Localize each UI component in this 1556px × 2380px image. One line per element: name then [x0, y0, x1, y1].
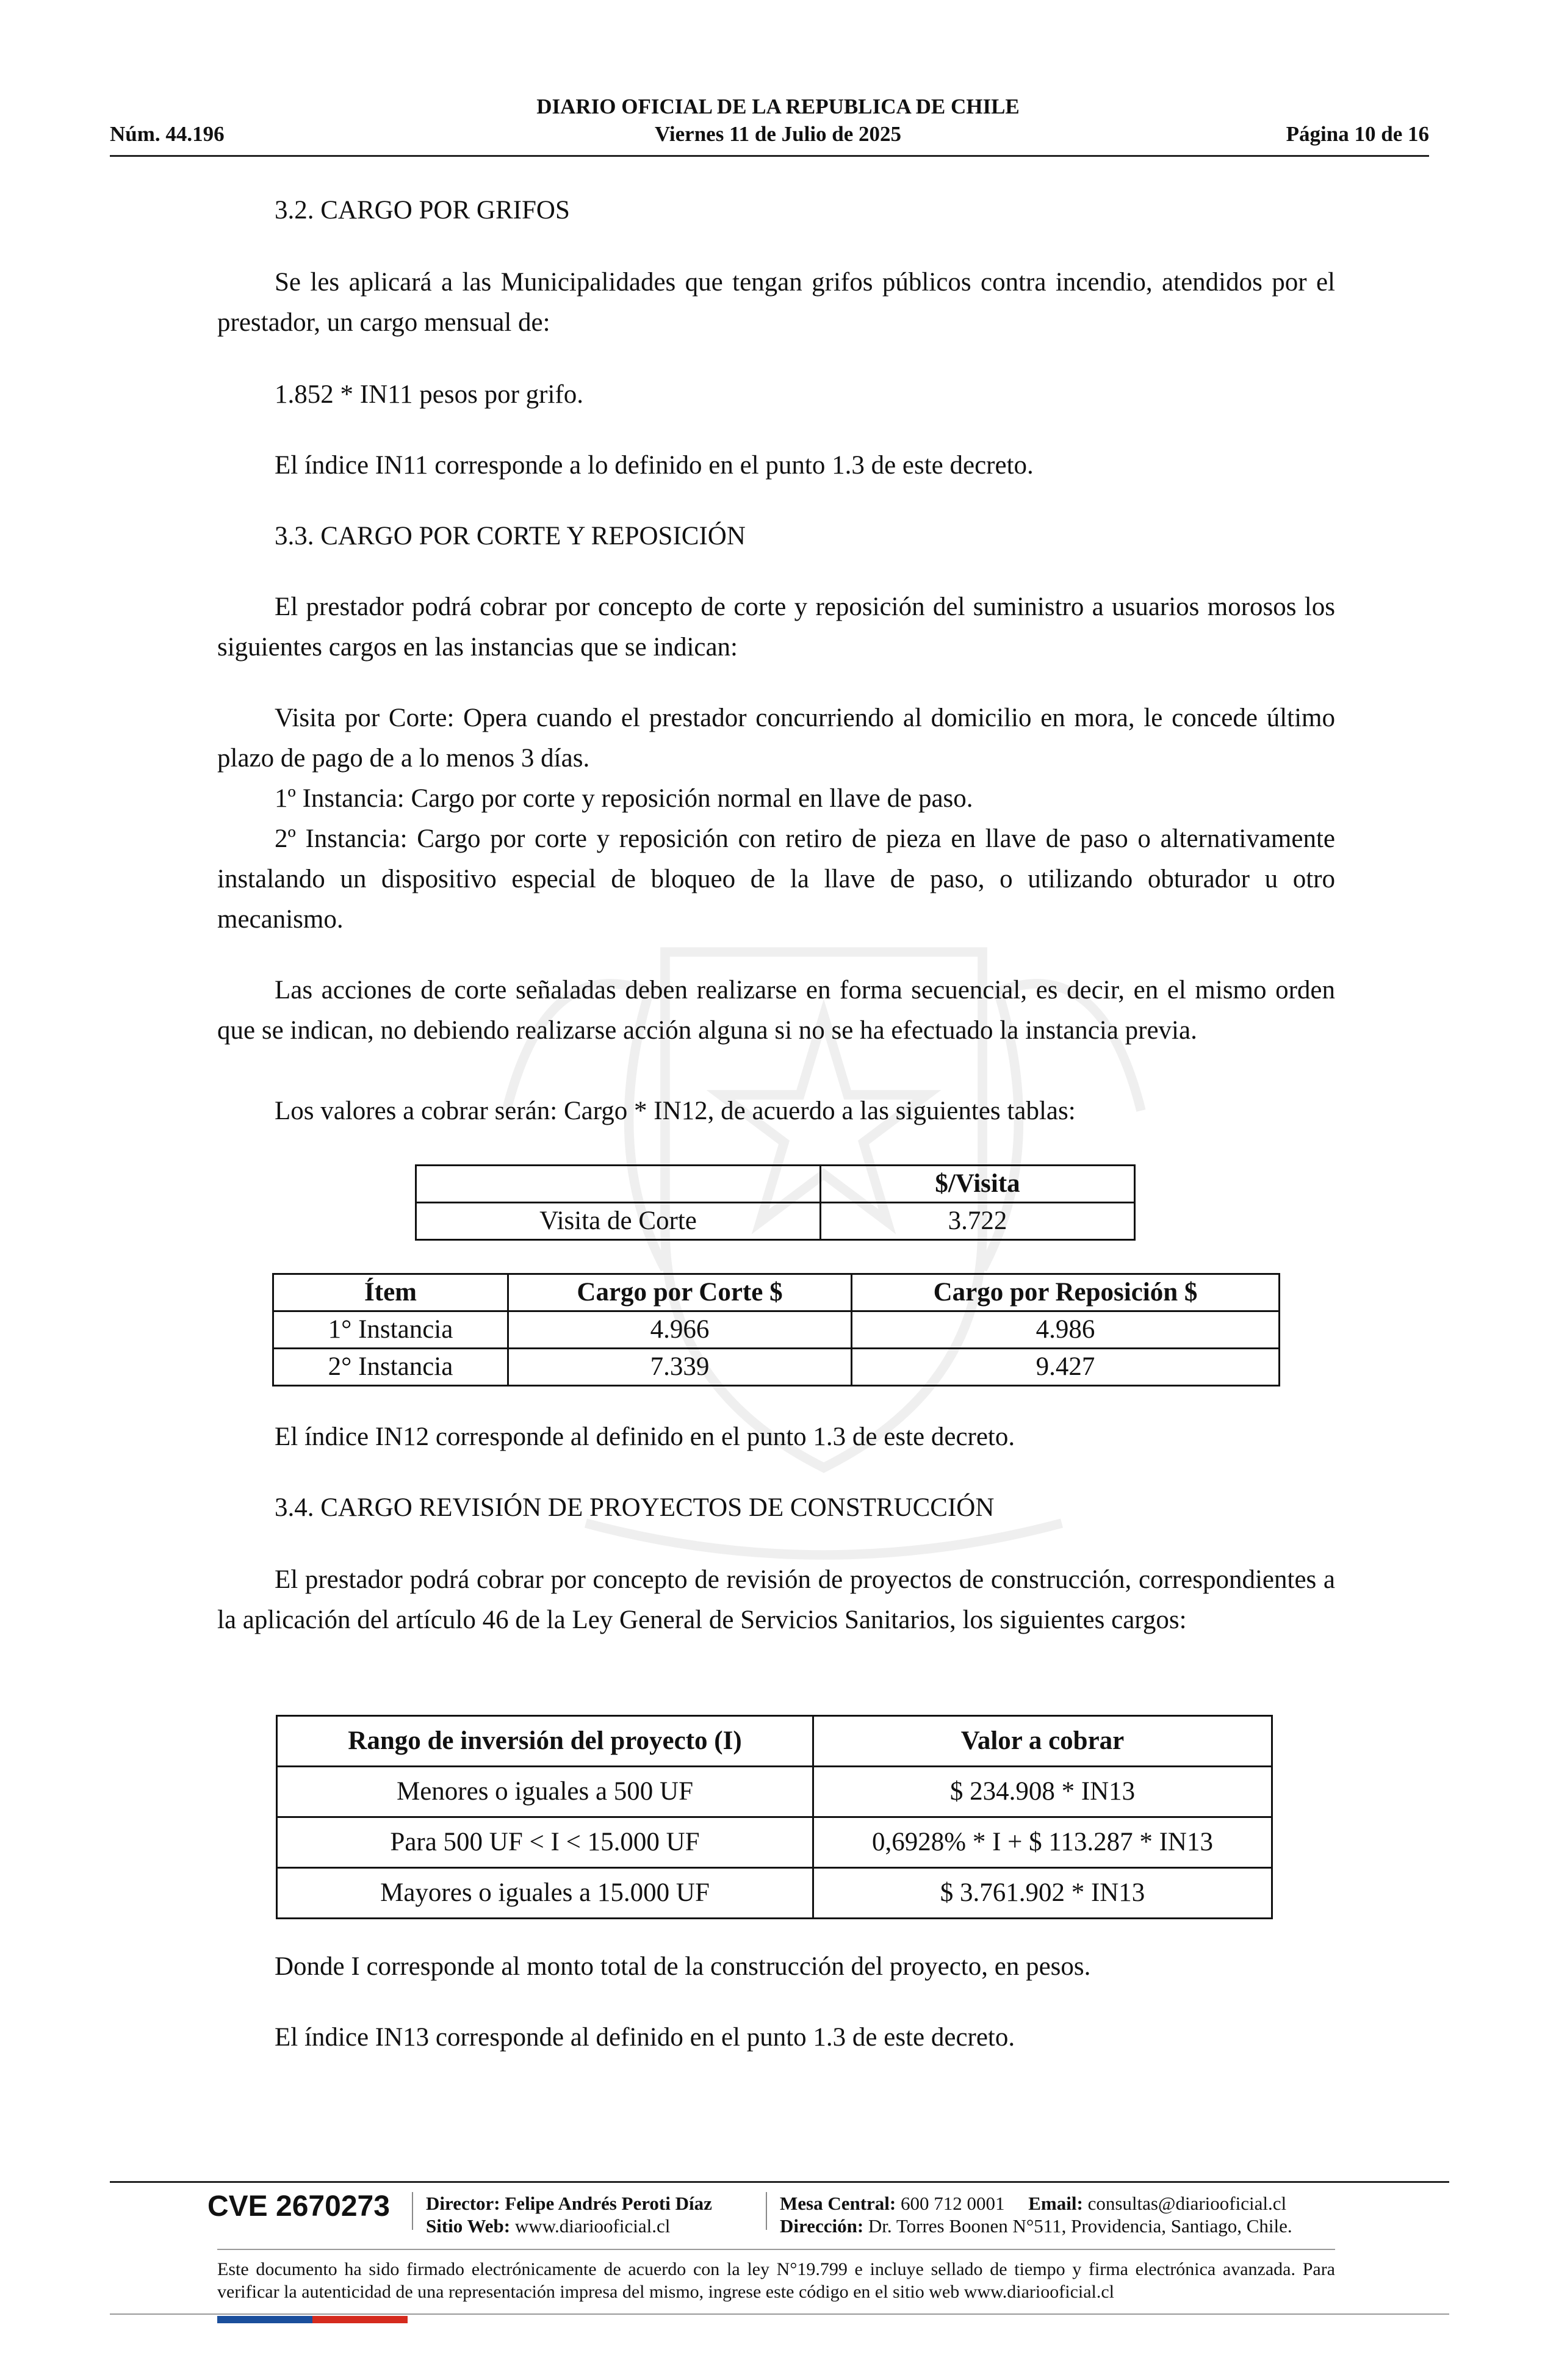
phone-label: Mesa Central: — [780, 2193, 896, 2214]
index-note: El índice IN12 corresponde al definido en el punto 1.3 de este decreto. — [275, 1423, 1015, 1451]
table-cell: Mayores o iguales a 15.000 UF — [277, 1868, 813, 1919]
address-text: Dr. Torres Boonen N°511, Providencia, Santiago, Chile. — [868, 2215, 1292, 2237]
contact-line — [780, 2192, 1286, 2215]
paragraph: Las acciones de corte señaladas deben realizarse en forma secuencial, es decir, en el mismo orden que se indican, no debiendo realizarse acción alguna si no se ha efectuado la instancia previa. — [217, 976, 1335, 1045]
section-heading-3-3: 3.3. CARGO POR CORTE Y REPOSICIÓN — [275, 522, 746, 550]
cut-reconnection-table — [272, 1273, 1280, 1387]
project-review-table — [276, 1715, 1273, 1919]
paragraph: 2º Instancia: Cargo por corte y reposición con retiro de pieza en llave de paso o alternativamente instalando un dispositivo especial de bloqueo de la llave de paso, o utilizando obturador u otro mecanismo. — [217, 824, 1335, 934]
paragraph: El prestador podrá cobrar por concepto de revisión de proyectos de construcción, correspondientes a la aplicación del artículo 46 de la Ley General de Servicios Sanitarios, los siguientes cargos: — [217, 1565, 1335, 1634]
table-cell: 3.722 — [821, 1203, 1135, 1240]
director-label: Director: — [426, 2193, 500, 2214]
table-row — [277, 1767, 1272, 1817]
footer-separator — [766, 2192, 767, 2230]
formula: 1.852 * IN11 pesos por grifo. — [275, 380, 583, 409]
table-header: Valor a cobrar — [813, 1716, 1272, 1767]
director-name: Felipe Andrés Peroti Díaz — [505, 2193, 712, 2214]
paragraph: Se les aplicará a las Municipalidades que tengan grifos públicos contra incendio, atendidos por el prestador, un cargo mensual de: — [217, 268, 1335, 337]
table-row — [277, 1817, 1272, 1868]
table-cell: 2° Instancia — [273, 1349, 508, 1386]
table-header: Ítem — [273, 1274, 508, 1311]
table-cell: 0,6928% * I + $ 113.287 * IN13 — [813, 1817, 1272, 1868]
section-heading-3-4: 3.4. CARGO REVISIÓN DE PROYECTOS DE CONSTRUCCIÓN — [275, 1493, 995, 1522]
director-line — [426, 2192, 712, 2215]
table-row — [273, 1311, 1280, 1349]
email-link[interactable]: consultas@diariooficial.cl — [1087, 2193, 1287, 2214]
paragraph: Visita por Corte: Opera cuando el prestador concurriendo al domicilio en mora, le concede último plazo de pago de a lo menos 3 días. — [217, 704, 1335, 773]
footer-separator — [412, 2192, 413, 2230]
issue-date: Viernes 11 de Julio de 2025 — [654, 122, 902, 146]
section-heading-3-2: 3.2. CARGO POR GRIFOS — [275, 196, 570, 225]
header-divider — [110, 155, 1429, 157]
table-cell: $ 3.761.902 * IN13 — [813, 1868, 1272, 1919]
visit-charge-table — [415, 1164, 1136, 1241]
table-row — [416, 1203, 1135, 1240]
table-cell-empty — [416, 1166, 821, 1203]
paragraph: Los valores a cobrar serán: Cargo * IN12, de acuerdo a las siguientes tablas: — [275, 1097, 1076, 1125]
address-line — [780, 2215, 1292, 2237]
table-cell: 9.427 — [852, 1349, 1280, 1386]
table-cell: 4.986 — [852, 1311, 1280, 1349]
table-header: Rango de inversión del proyecto (I) — [277, 1716, 813, 1767]
index-note: El índice IN11 corresponde a lo definido en el punto 1.3 de este decreto. — [275, 451, 1034, 480]
paragraph: El prestador podrá cobrar por concepto de corte y reposición del suministro a usuarios morosos los siguientes cargos en las instancias que se indican: — [217, 593, 1335, 662]
website-label: Sitio Web: — [426, 2215, 511, 2237]
table-cell: 7.339 — [508, 1349, 852, 1386]
table-cell: $ 234.908 * IN13 — [813, 1767, 1272, 1817]
table-header: $/Visita — [821, 1166, 1135, 1203]
gazette-title: DIARIO OFICIAL DE LA REPUBLICA DE CHILE — [536, 95, 1020, 118]
cve-code: CVE 2670273 — [207, 2190, 390, 2223]
footer-divider — [217, 2249, 1335, 2250]
page-indicator: Página 10 de 16 — [1286, 122, 1429, 146]
table-header: Cargo por Corte $ — [508, 1274, 852, 1311]
table-row — [416, 1166, 1135, 1203]
address-label: Dirección: — [780, 2215, 864, 2237]
flag-stripe-blue — [217, 2316, 312, 2323]
table-cell: Visita de Corte — [416, 1203, 821, 1240]
table-row — [273, 1274, 1280, 1311]
phone-number: 600 712 0001 — [901, 2193, 1005, 2214]
issue-number: Núm. 44.196 — [110, 122, 225, 146]
flag-stripe-red — [312, 2316, 408, 2323]
index-note: El índice IN13 corresponde al definido en el punto 1.3 de este decreto. — [275, 2023, 1015, 2052]
table-header: Cargo por Reposición $ — [852, 1274, 1280, 1311]
website-line — [426, 2215, 670, 2237]
table-row — [277, 1868, 1272, 1919]
footer-divider — [110, 2313, 1449, 2315]
table-cell: 4.966 — [508, 1311, 852, 1349]
table-cell: Para 500 UF < I < 15.000 UF — [277, 1817, 813, 1868]
table-row — [277, 1716, 1272, 1767]
paragraph: 1º Instancia: Cargo por corte y reposición normal en llave de paso. — [275, 784, 973, 813]
paragraph: Donde I corresponde al monto total de la construcción del proyecto, en pesos. — [275, 1952, 1091, 1981]
footer-divider — [110, 2181, 1449, 2183]
website-link[interactable]: www.diariooficial.cl — [514, 2215, 671, 2237]
table-cell: Menores o iguales a 500 UF — [277, 1767, 813, 1817]
legal-notice: Este documento ha sido firmado electrónicamente de acuerdo con la ley N°19.799 e incluye sellado de tiempo y firma electrónica avanzada. Para verificar la autenticidad de una representación impresa del mismo, ingrese este código en el sitio web www.diariooficial.cl — [217, 2259, 1335, 2302]
table-cell: 1° Instancia — [273, 1311, 508, 1349]
email-label: Email: — [1028, 2193, 1083, 2214]
table-row — [273, 1349, 1280, 1386]
